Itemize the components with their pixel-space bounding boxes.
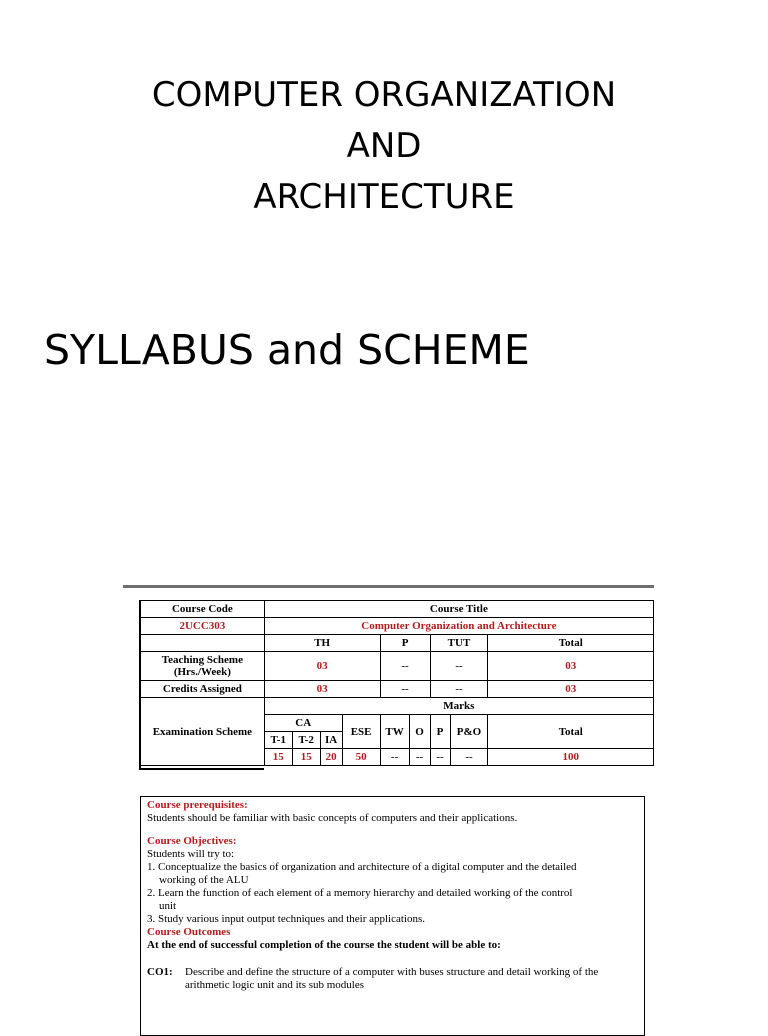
co1-row (147, 966, 638, 992)
scheme-top-rule (123, 585, 654, 588)
outcomes-title: Course Outcomes (147, 926, 231, 938)
prereq-text: Students should be familiar with basic concepts of computers and their applications. (147, 812, 518, 824)
col-tut: TUT (430, 635, 488, 652)
marks-t2: 15 (292, 749, 320, 766)
col-th: TH (264, 635, 380, 652)
objective-item: 3. Study various input output techniques and their applications. (147, 913, 426, 925)
o-header: O (409, 715, 430, 749)
slide-title (0, 70, 768, 223)
co1-text: Describe and define the structure of a computer with buses structure and detail working of the arithmetic logic unit and its sub modules (185, 966, 599, 991)
scheme-bottom-rule (139, 768, 264, 770)
ia-header: IA (320, 732, 342, 749)
course-details-box (140, 796, 645, 1036)
table-row (141, 601, 654, 618)
title-line-1: COMPUTER ORGANIZATION (151, 75, 617, 115)
marks-ese: 50 (342, 749, 380, 766)
co1-label: CO1: (147, 966, 173, 978)
outcomes-intro: At the end of successful completion of the course the student will be able to: (147, 939, 501, 951)
course-title: Computer Organization and Architecture (264, 618, 653, 635)
marks-total: 100 (488, 749, 654, 766)
objective-item: 2. Learn the function of each element of a memory hierarchy and detailed working of the control (147, 887, 573, 899)
prereq-title: Course prerequisites: (147, 799, 248, 811)
p-header: P (430, 715, 450, 749)
marks-p: -- (430, 749, 450, 766)
marks-tw: -- (380, 749, 409, 766)
po-header: P&O (450, 715, 488, 749)
col-total: Total (488, 635, 654, 652)
t1-header: T-1 (264, 732, 292, 749)
objective-item: unit (159, 900, 177, 912)
objectives-title: Course Objectives: (147, 835, 237, 847)
marks-o: -- (409, 749, 430, 766)
teaching-p: -- (380, 652, 430, 681)
total-header: Total (488, 715, 654, 749)
objective-item: 1. Conceptualize the basics of organization and architecture of a digital computer and the detailed (147, 861, 577, 873)
course-code: 2UCC303 (141, 618, 265, 635)
table-row (141, 681, 654, 698)
credits-tut: -- (430, 681, 488, 698)
teaching-tut: -- (430, 652, 488, 681)
tw-header: TW (380, 715, 409, 749)
ca-header: CA (264, 715, 342, 732)
table-row (141, 635, 654, 652)
syllabus-heading: SYLLABUS and SCHEME (44, 326, 530, 374)
marks-header: Marks (264, 698, 653, 715)
credits-label: Credits Assigned (141, 681, 265, 698)
table-row (141, 698, 654, 715)
marks-t1: 15 (264, 749, 292, 766)
course-code-header: Course Code (141, 601, 265, 618)
marks-po: -- (450, 749, 488, 766)
objectives-intro: Students will try to: (147, 848, 235, 860)
marks-ia: 20 (320, 749, 342, 766)
credits-p: -- (380, 681, 430, 698)
teaching-total: 03 (488, 652, 654, 681)
t2-header: T-2 (292, 732, 320, 749)
objective-item: working of the ALU (159, 874, 249, 886)
credits-total: 03 (488, 681, 654, 698)
teaching-scheme-label: Teaching Scheme (Hrs./Week) (141, 652, 265, 681)
table-row (141, 618, 654, 635)
col-p: P (380, 635, 430, 652)
title-line-3: ARCHITECTURE (253, 177, 515, 217)
table-row (141, 652, 654, 681)
course-title-header: Course Title (264, 601, 653, 618)
ese-header: ESE (342, 715, 380, 749)
exam-scheme-label: Examination Scheme (141, 698, 265, 766)
title-line-2: AND (346, 126, 422, 166)
empty-cell (141, 635, 265, 652)
teaching-th: 03 (264, 652, 380, 681)
scheme-table (140, 600, 654, 766)
credits-th: 03 (264, 681, 380, 698)
